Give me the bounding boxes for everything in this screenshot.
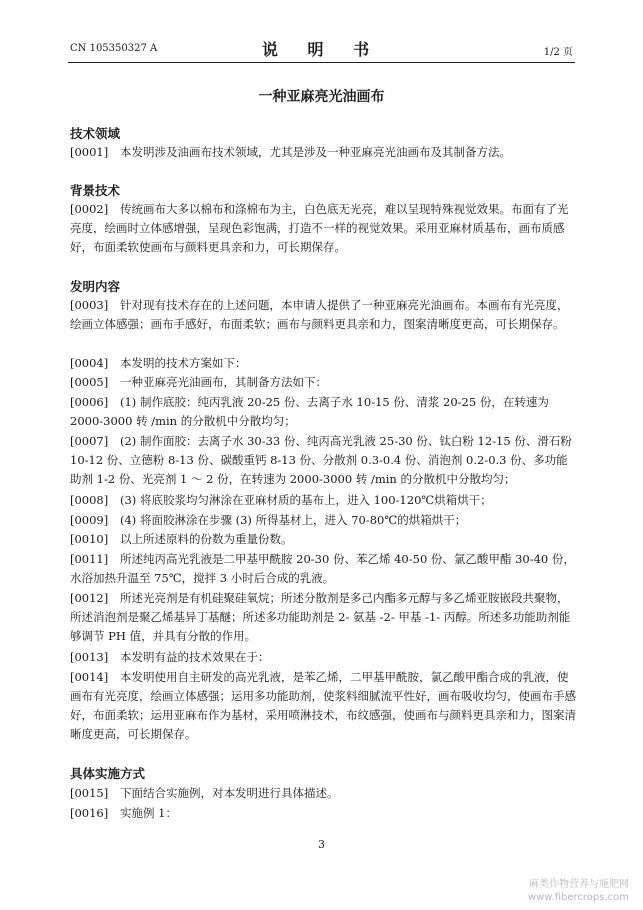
paragraph-text: (1) 制作底胶：纯丙乳液 20-25 份、去离子水 10-15 份、清浆 20-25 份，在转速为 2000-3000 转 /min 的分散机中分散均匀； [70,395,549,428]
header-title: 说 明 书 [261,40,382,59]
paragraph-text: 实施例 1： [120,806,177,820]
header-page-of: 1/2 页 [543,47,573,58]
paragraph-text: 一种亚麻亮光油画布，其制备方法如下： [120,375,327,389]
paragraph-number: [0002] [70,202,109,216]
paragraph-number: [0015] [70,786,109,800]
paragraph-number: [0016] [70,806,109,820]
section-background: 背景技术 [70,183,121,198]
paragraph-0003 [70,296,578,334]
paragraph-number: [0014] [70,670,109,684]
paragraph-number: [0007] [70,434,109,448]
paragraph-text: 下面结合实施例，对本发明进行具体描述。 [120,786,339,800]
paragraph-text: 本发明的技术方案如下： [120,356,247,370]
section-content: 发明内容 [70,279,121,294]
paragraph-number: [0008] [70,493,109,507]
paragraph-text: (2) 制作面胶：去离子水 30-33 份、纯丙高光乳液 25-30 份、钛白粉 12-15 份、滑石粉 10-12 份、立德粉 8-13 份、碳酸重钙 8-13 份、分散剂 0.3-0.4 份、消泡剂 0.2-0.3 份、多功能助剂 1-2 份、光亮剂 1 ～ 2 份，在转速为 2000-3000 转 /min 的分散机中分散均匀； [70,434,572,486]
watermark-line2: www.fibercrops.com [527,892,629,903]
paragraph-0002 [70,200,578,257]
paragraph-0007 [70,432,578,489]
paragraph-0008 [70,491,578,510]
paragraph-number: [0012] [70,591,109,605]
paragraph-0004 [70,354,578,373]
header-doc-number: CN 105350327 A [70,43,158,54]
paragraph-0006 [70,393,578,431]
paragraph-text: 本发明涉及油画布技术领域，尤其是涉及一种亚麻亮光油画布及其制备方法。 [120,145,511,159]
paragraph-text: 针对现有技术存在的上述问题，本申请人提供了一种亚麻亮光油画布。本画布有光亮度，绘画立体感强；画布手感好，布面柔软；画布与颜料更具亲和力，图案清晰度更高，可长期保存。 [70,298,569,331]
paragraph-0001 [70,143,578,162]
paragraph-number: [0001] [70,145,109,159]
watermark-line1: 麻类作物营养与施肥网 [529,879,629,890]
paragraph-text: 传统画布大多以棉布和涤棉布为主，白色底无光亮，难以呈现特殊视觉效果。布面有了光亮度，绘画时立体感增强，呈现色彩饱满，打造不一样的视觉效果。采用亚麻材质基布，画布质感好，布面柔软使画布与颜料更具亲和力，可长期保存。 [70,202,569,254]
paragraph-text: 所述纯丙高光乳液是二甲基甲酰胺 20-30 份、苯乙烯 40-50 份、氯乙酸甲酯 30-40 份，水浴加热升温至 75℃，搅拌 3 小时后合成的乳液。 [70,552,575,585]
document-title: 一种亚麻亮光油画布 [258,89,385,105]
page-number: 3 [318,838,325,851]
paragraph-number: [0006] [70,395,109,409]
paragraph-0014 [70,668,578,744]
section-embodiments: 具体实施方式 [70,766,146,781]
watermark [528,878,629,904]
paragraph-text: (3) 将底胶浆均匀淋涂在亚麻材质的基布上，进入 100-120℃烘箱烘干； [120,493,492,507]
paragraph-number: [0013] [70,650,109,664]
paragraph-0012 [70,589,578,646]
paragraph-text: 所述光亮剂是有机硅聚硅氧烷；所述分散剂是多己内酯多元醇与多乙烯亚胺嵌段共聚物，所述消泡剂是聚乙烯基异丁基醚；所述多功能助剂是 2- 氨基 -2- 甲基 -1- 丙醇。所述多功能助剂能够调节 PH 值，并具有分散的作用。 [70,591,571,643]
paragraph-number: [0004] [70,356,109,370]
paragraph-0010 [70,530,578,549]
header-rule [68,62,575,63]
paragraph-0005 [70,373,578,392]
paragraph-text: 以上所述原料的份数为重量份数。 [120,532,293,546]
paragraph-text: 本发明使用自主研发的高光乳液，是苯乙烯，二甲基甲酰胺，氯乙酸甲酯合成的乳液，使画布有光亮度，绘画立体感强；运用多功能助剂，使浆料细腻流平性好，画布吸收均匀，使画布手感好，布面柔软；运用亚麻布作为基材，采用喷淋技术，布纹感强，使画布与颜料更具亲和力，图案清晰度更高，可长期保存。 [70,670,576,741]
paragraph-0016 [70,804,578,823]
paragraph-text: (4) 将面胶淋涂在步骤 (3) 所得基材上，进入 70-80℃的烘箱烘干； [120,513,467,527]
paragraph-number: [0005] [70,375,109,389]
paragraph-text: 本发明有益的技术效果在于： [120,650,270,664]
paragraph-number: [0009] [70,513,109,527]
paragraph-number: [0011] [70,552,109,566]
paragraph-number: [0010] [70,532,109,546]
paragraph-0015 [70,784,578,803]
paragraph-0011 [70,550,578,588]
paragraph-number: [0003] [70,298,109,312]
section-tech-field: 技术领域 [70,126,121,141]
paragraph-0009 [70,511,578,530]
paragraph-0013 [70,648,578,667]
